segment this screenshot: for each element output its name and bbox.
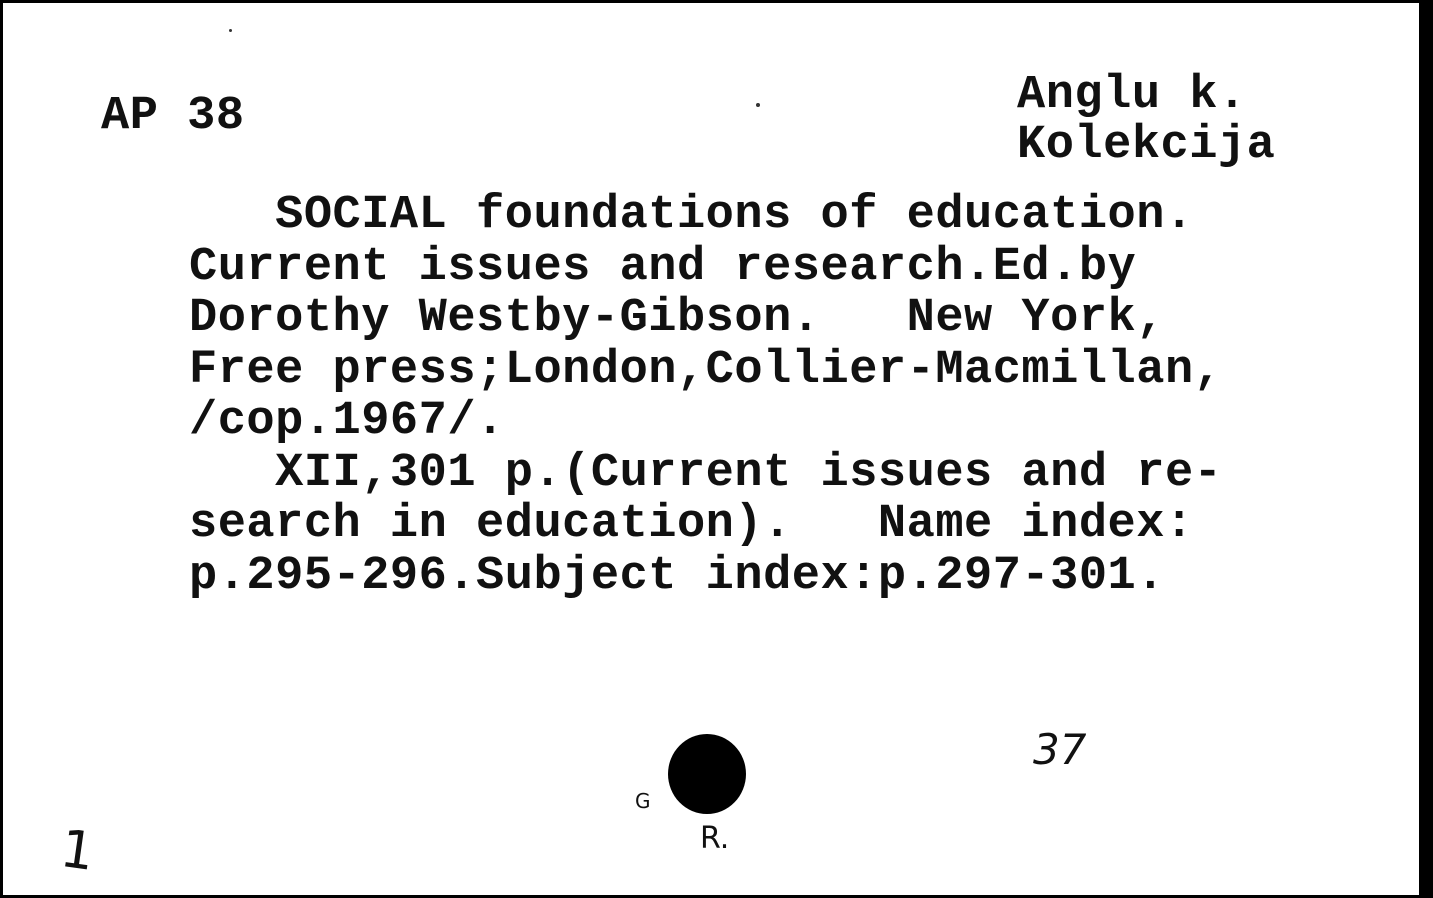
handwritten-card-sequence: 1 <box>56 818 99 884</box>
collection-label: Anglu k. Kolekcija <box>1017 69 1276 172</box>
bibliographic-entry: SOCIAL foundations of education. Current issues and research.Ed.by Dorothy Westby-Gibson. New York, Free press;London,Collier-Macmillan, /cop.1967/. XII,301 p.(Current issues and re- search in education). Name index: p.295-296.Subject index:p.297-301. <box>189 189 1223 603</box>
stamp-mark-right: R. <box>700 821 730 856</box>
ink-speck <box>756 103 760 107</box>
stamp-mark-left: G <box>635 789 651 813</box>
library-stamp-dot <box>668 734 746 814</box>
ink-speck <box>229 29 232 32</box>
handwritten-copy-number: 37 <box>1033 725 1087 774</box>
call-number: AP 38 <box>101 90 245 143</box>
